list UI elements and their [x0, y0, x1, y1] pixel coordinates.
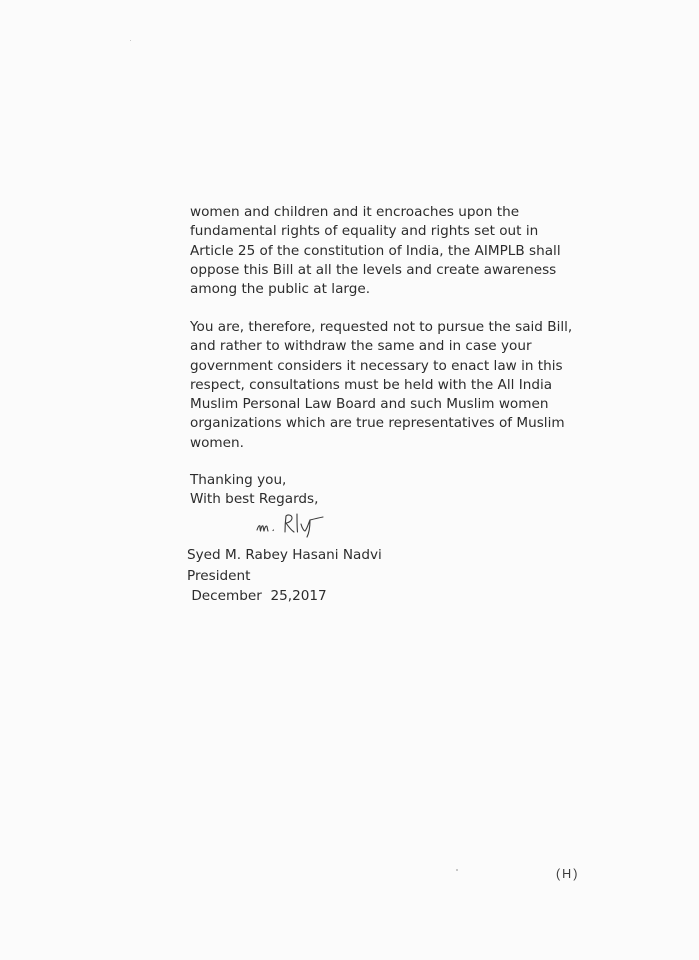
paragraph-line: among the public at large.	[190, 281, 371, 298]
signer-name: Syed M. Rabey Hasani Nadvi	[187, 547, 382, 563]
letter-paragraph-2	[190, 318, 590, 453]
paragraph-line: respect, consultations must be held with the All India	[190, 376, 553, 393]
paragraph-line: fundamental rights of equality and rights set out in	[190, 223, 539, 240]
paragraph-line: women and children and it encroaches upon the	[190, 204, 520, 220]
page-number: (H)	[556, 867, 580, 881]
signer-title: President	[187, 567, 251, 584]
scan-speck	[456, 869, 458, 871]
paragraph-line: and rather to withdraw the same and in case your	[190, 338, 532, 355]
paragraph-line: You are, therefore, requested not to pursue the said Bill,	[190, 319, 573, 335]
paragraph-line: Article 25 of the constitution of India, the AIMPLB shall	[190, 242, 561, 259]
scan-speck	[130, 40, 131, 41]
closing-thanks: Thanking you,	[190, 472, 287, 488]
letter-paragraph-1	[190, 203, 590, 299]
paragraph-line: organizations which are true representatives of Muslim	[190, 415, 565, 432]
letter-date: December 25,2017	[187, 588, 327, 604]
paragraph-line: oppose this Bill at all the levels and create awareness	[190, 261, 557, 278]
letter-closing	[190, 471, 590, 510]
paragraph-line: women.	[190, 434, 244, 451]
signer-block	[187, 545, 447, 607]
signature-image	[252, 509, 332, 539]
paragraph-line: government considers it necessary to enact law in this	[190, 357, 563, 374]
paragraph-line: Muslim Personal Law Board and such Muslim women	[190, 396, 549, 413]
closing-regards: With best Regards,	[190, 491, 319, 508]
